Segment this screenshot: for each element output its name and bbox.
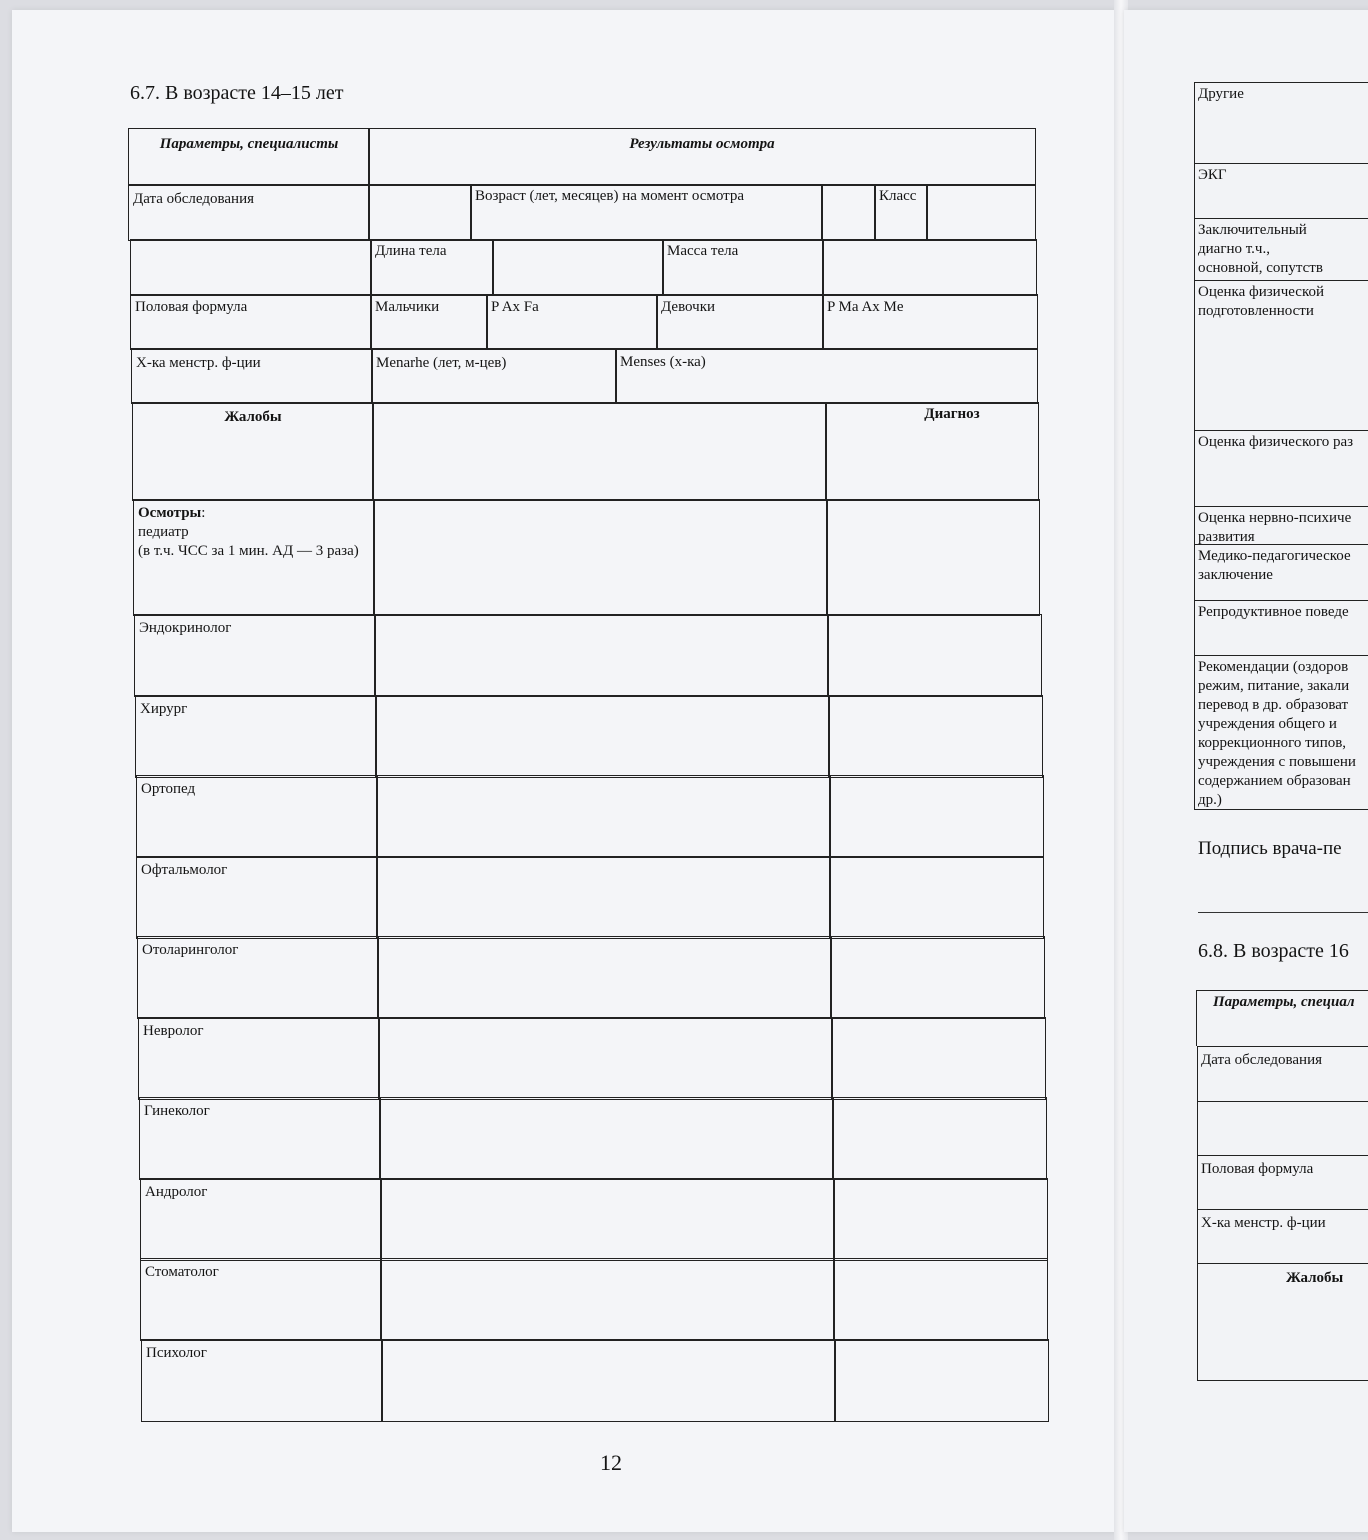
specialist-label: Офтальмолог (136, 856, 378, 939)
pediatr-note: (в т.ч. ЧСС за 1 мин. АД — 3 раза) (138, 543, 359, 559)
specialist-label: Психолог (141, 1339, 383, 1422)
section-title-14-15: 6.7. В возрасте 14–15 лет (130, 82, 344, 104)
row-length-blank (130, 239, 372, 296)
specialist-diagnosis-cell[interactable] (833, 1258, 1048, 1341)
age-value-cell[interactable] (821, 184, 876, 241)
specialist-diagnosis-cell[interactable] (834, 1339, 1049, 1422)
right-row (1194, 430, 1368, 506)
right-row-label: Оценка физической подготовленности (1198, 284, 1324, 319)
diagnosis-column-header (825, 402, 1039, 501)
girls-formula: P Ma Ax Me (822, 294, 1038, 350)
exams-label: Осмотры (138, 505, 202, 521)
specialist-result-cell[interactable] (375, 695, 830, 778)
row-menstr-label: Х-ка менстр. ф-ции (131, 348, 373, 404)
menses-label: Menses (х-ка) (615, 348, 1038, 404)
specialist-result-cell[interactable] (376, 856, 831, 939)
diagnosis-label: Диагноз (924, 406, 980, 422)
girls-label: Девочки (656, 294, 824, 350)
right-row (1194, 544, 1368, 600)
mass-value-cell[interactable] (822, 239, 1037, 296)
date-value-cell[interactable] (368, 184, 472, 241)
right-header-params: Параметры, специал (1196, 990, 1368, 1046)
exams-colon: : (201, 505, 206, 521)
specialist-result-cell[interactable] (376, 775, 831, 858)
pediatr-label: педиатр (138, 524, 189, 540)
specialist-label: Стоматолог (140, 1258, 382, 1341)
specialist-result-cell[interactable] (377, 936, 832, 1019)
specialist-label: Хирург (135, 695, 377, 778)
complaints-value-cell[interactable] (372, 402, 827, 501)
specialist-result-cell[interactable] (380, 1258, 835, 1341)
specialist-diagnosis-cell[interactable] (827, 614, 1042, 697)
specialist-result-cell[interactable] (379, 1097, 834, 1180)
right-row-label: Другие (1198, 86, 1244, 102)
specialist-result-cell[interactable] (381, 1339, 836, 1422)
class-value-cell[interactable] (926, 184, 1036, 241)
right-row (1194, 655, 1368, 810)
specialist-label: Ортопед (136, 775, 378, 858)
row-class-label: Класс (874, 184, 928, 241)
specialist-diagnosis-cell[interactable] (833, 1178, 1048, 1261)
row-age-label: Возраст (лет, месяцев) на момент осмотра (470, 184, 823, 241)
pediatr-diagnosis-cell[interactable] (826, 499, 1040, 616)
specialist-label: Невролог (138, 1017, 380, 1100)
menarhe-label: Menarhe (лет, м-цев) (371, 348, 617, 404)
row-date-label: Дата обследования (128, 184, 370, 241)
header-results: Результаты осмотра (368, 128, 1036, 186)
section-title-16: 6.8. В возрасте 16 (1198, 940, 1349, 962)
right-row (1194, 163, 1368, 218)
specialist-diagnosis-cell[interactable] (830, 936, 1045, 1019)
specialist-label: Отоларинголог (137, 936, 379, 1019)
right-row-label: Медико-педагогическое заключение (1198, 548, 1351, 583)
specialist-result-cell[interactable] (380, 1178, 835, 1261)
specialist-label: Эндокринолог (134, 614, 376, 697)
length-value-cell[interactable] (492, 239, 664, 296)
boys-formula: P Ax Fa (486, 294, 658, 350)
right-row-label: Репродуктивное поведе (1198, 604, 1349, 620)
complaints-label: Жалобы (132, 402, 374, 501)
specialist-diagnosis-cell[interactable] (829, 775, 1044, 858)
right-row (1194, 506, 1368, 544)
pediatr-label-cell (133, 499, 375, 616)
right-row2: Х-ка менстр. ф-ции (1197, 1209, 1368, 1264)
right-row-label: Оценка физического раз (1198, 434, 1354, 450)
right-row (1194, 82, 1368, 163)
right-row-label: Рекомендации (оздоров режим, питание, закали перевод в др. образоват учреждения общего и коррекционного типов, учреждения с повышени содержанием образован др.) (1198, 659, 1356, 808)
right-row (1194, 218, 1368, 280)
specialist-diagnosis-cell[interactable] (831, 1017, 1046, 1100)
specialist-diagnosis-cell[interactable] (829, 856, 1044, 939)
specialist-diagnosis-cell[interactable] (832, 1097, 1047, 1180)
row-mass-label: Масса тела (662, 239, 824, 296)
right-row (1194, 280, 1368, 430)
specialist-label: Гинеколог (139, 1097, 381, 1180)
right-row2 (1197, 1101, 1368, 1156)
header-params: Параметры, специалисты (128, 128, 370, 186)
specialist-result-cell[interactable] (374, 614, 829, 697)
pediatr-result-cell[interactable] (373, 499, 828, 616)
right-row (1194, 600, 1368, 655)
page-number: 12 (600, 1450, 622, 1475)
row-length-label: Длина тела (370, 239, 494, 296)
right-row-label: Оценка нервно-психиче развития (1198, 510, 1352, 544)
right-row2: Половая формула (1197, 1155, 1368, 1210)
right-row-label: Заключительный диагно т.ч., основной, сопутств (1198, 222, 1323, 276)
signature-label: Подпись врача-пе (1198, 838, 1342, 859)
boys-label: Мальчики (370, 294, 488, 350)
signature-line (1198, 912, 1368, 913)
right-complaints-label: Жалобы (1197, 1263, 1368, 1381)
specialist-result-cell[interactable] (378, 1017, 833, 1100)
right-row2: Дата обследования (1197, 1046, 1368, 1101)
right-row-label: ЭКГ (1198, 167, 1227, 183)
specialist-label: Андролог (140, 1178, 382, 1261)
row-sex-formula-label: Половая формула (130, 294, 372, 350)
specialist-diagnosis-cell[interactable] (828, 695, 1043, 778)
